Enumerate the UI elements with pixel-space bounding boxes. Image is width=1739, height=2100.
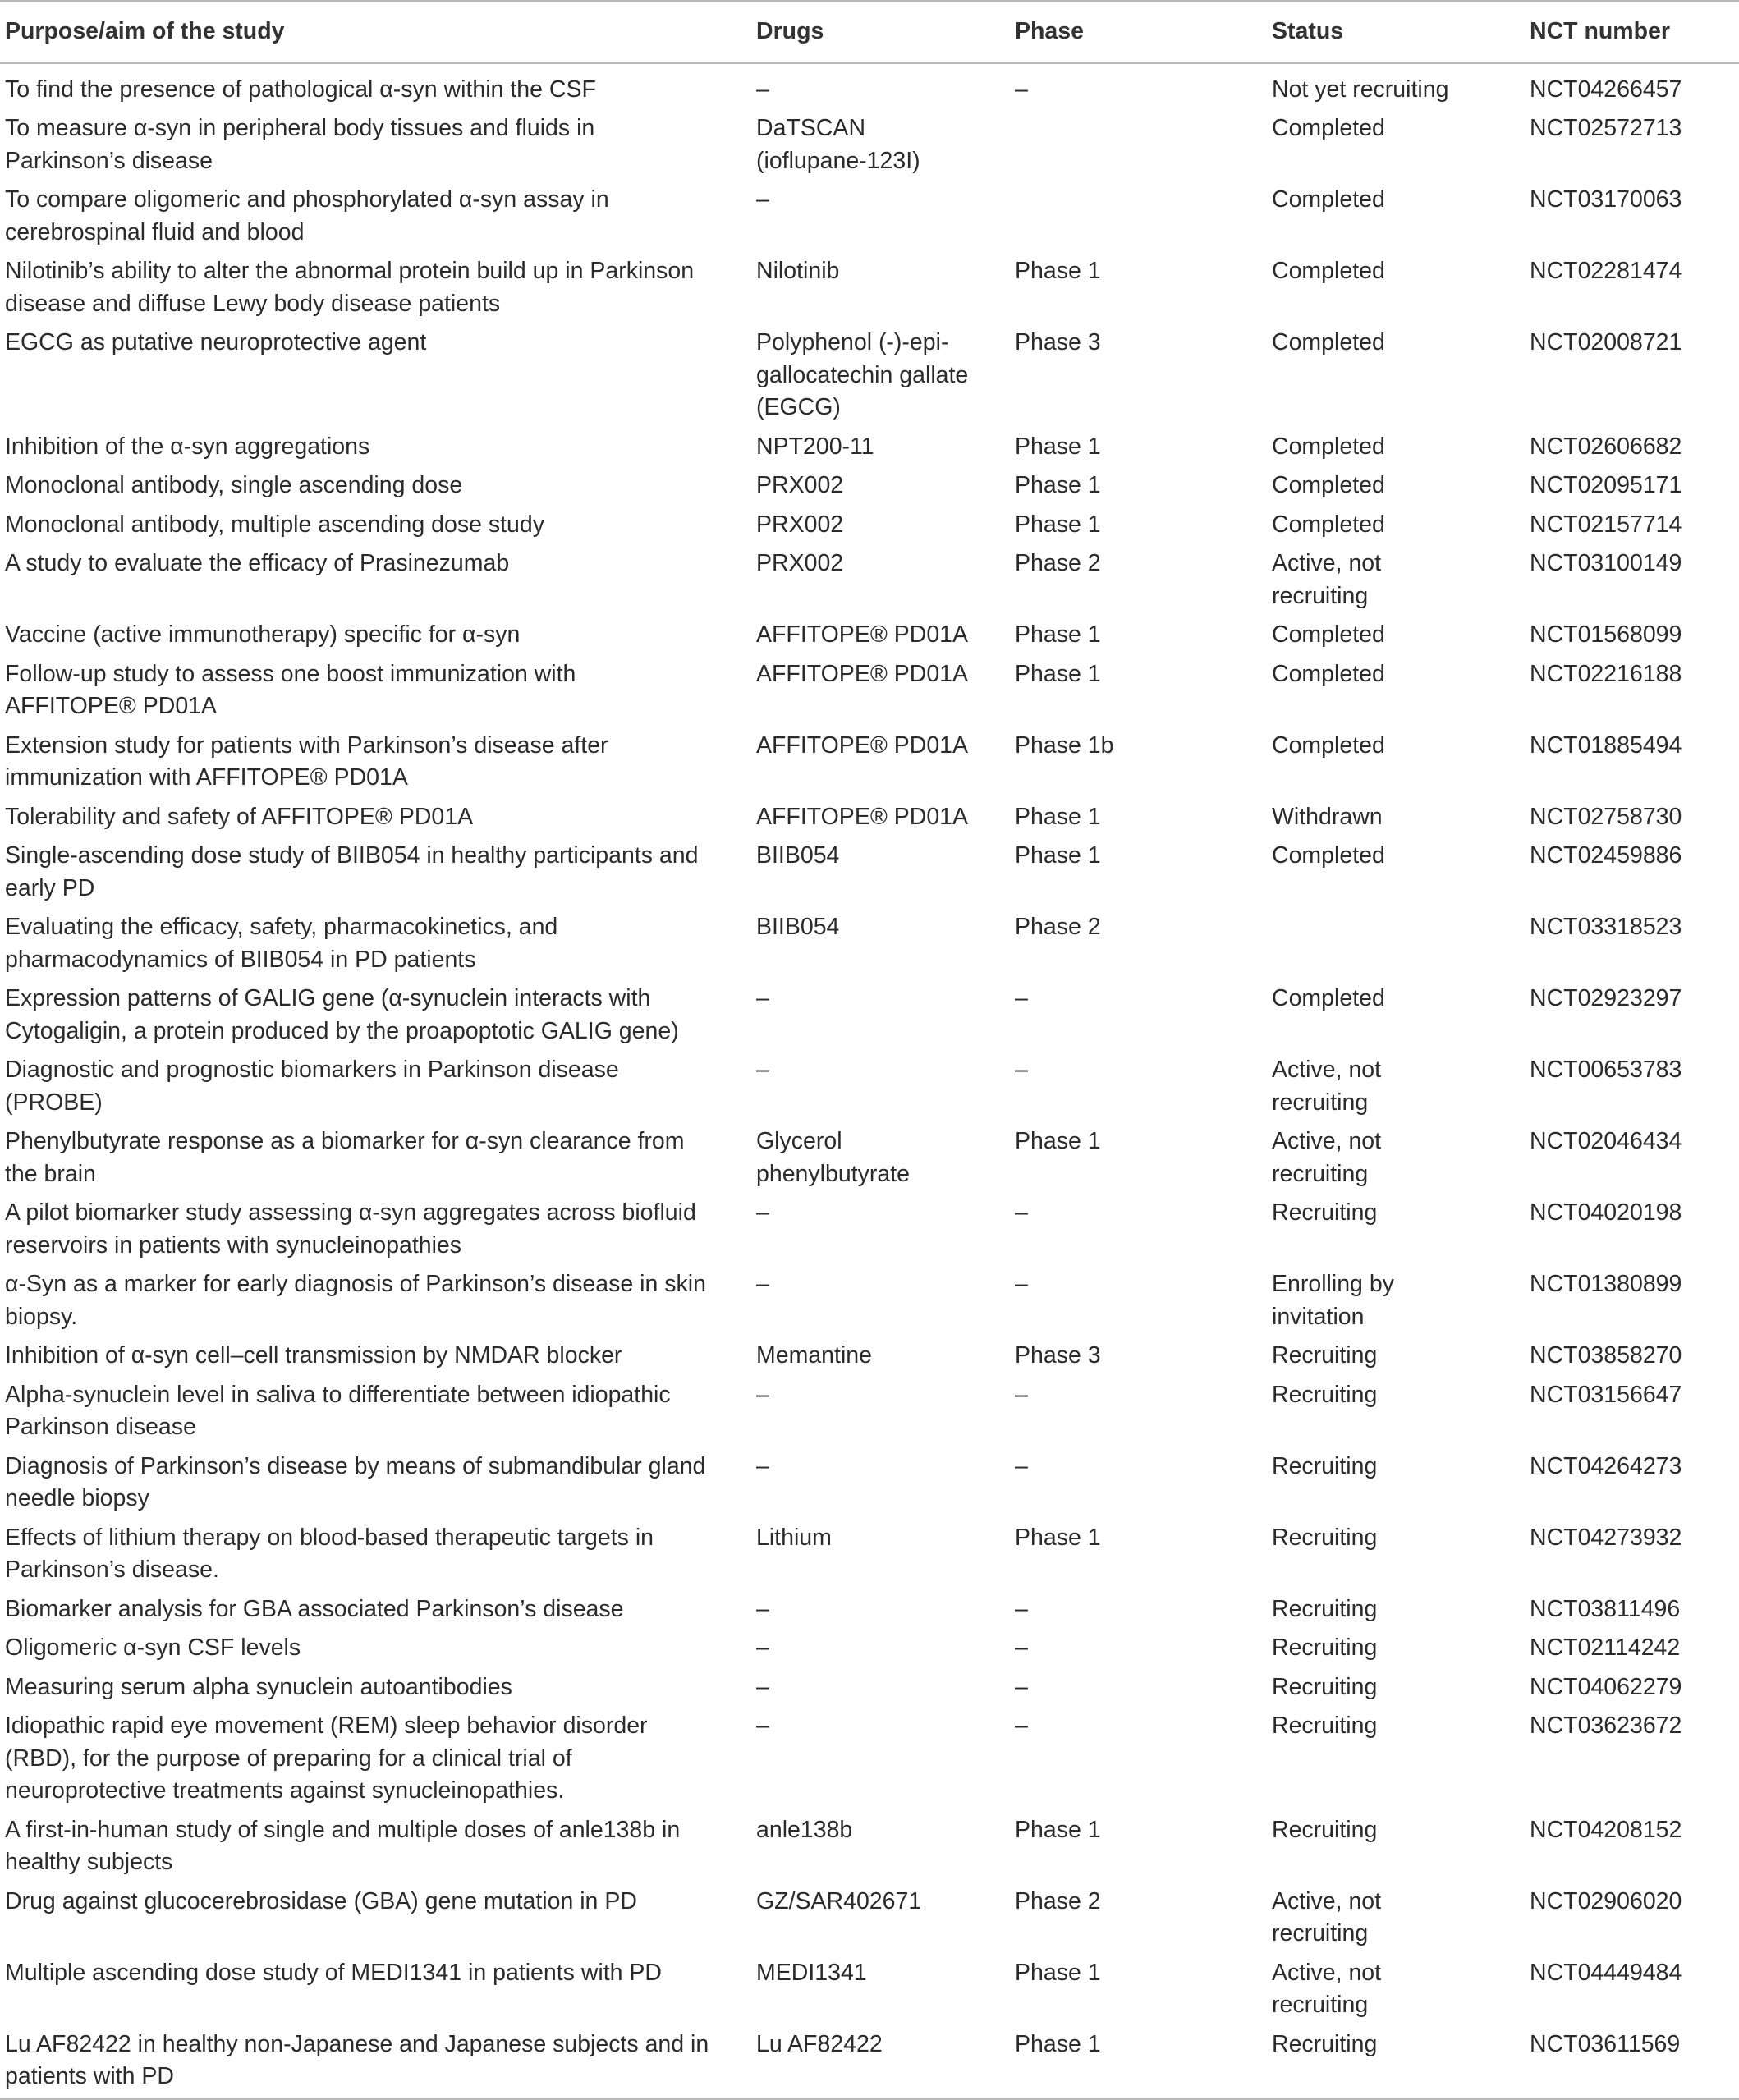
cell-nct: NCT02923297 bbox=[1530, 985, 1682, 1011]
cell-drugs: BIIB054 bbox=[756, 914, 840, 940]
cell-phase: Phase 1 bbox=[1015, 258, 1101, 284]
table-row bbox=[0, 1954, 1739, 2025]
cell-nct: NCT02572713 bbox=[1530, 115, 1682, 141]
cell-phase: – bbox=[1015, 1452, 1028, 1479]
cell-status: Recruiting bbox=[1272, 1635, 1378, 1661]
cell-status: Active, not recruiting bbox=[1272, 1887, 1382, 1946]
cell-nct: NCT01568099 bbox=[1530, 621, 1682, 648]
table-row bbox=[0, 1707, 1739, 1811]
cell-status: Recruiting bbox=[1272, 1452, 1378, 1479]
cell-nct: NCT03811496 bbox=[1530, 1595, 1681, 1622]
cell-drugs: GZ/SAR402671 bbox=[756, 1887, 922, 1914]
cell-purpose: Inhibition of α-syn cell–cell transmission by NMDAR blocker bbox=[5, 1342, 622, 1369]
cell-phase: – bbox=[1015, 76, 1028, 103]
cell-status: Recruiting bbox=[1272, 1595, 1378, 1622]
header-row bbox=[0, 1, 1739, 63]
table-row bbox=[0, 181, 1739, 252]
cell-drugs: – bbox=[756, 1057, 769, 1083]
cell-purpose: To compare oligomeric and phosphorylated α-syn assay in cerebrospinal fluid and blood bbox=[5, 186, 609, 245]
header-status: Status bbox=[1267, 1, 1525, 63]
table-row bbox=[0, 466, 1739, 506]
cell-status: Completed bbox=[1272, 660, 1385, 687]
cell-purpose: Oligomeric α-syn CSF levels bbox=[5, 1635, 301, 1661]
cell-status: Active, not recruiting bbox=[1272, 550, 1382, 609]
cell-phase: Phase 1 bbox=[1015, 621, 1101, 648]
cell-purpose: α-Syn as a marker for early diagnosis of Parkinson’s disease in skin biopsy. bbox=[5, 1271, 706, 1330]
cell-nct: NCT04273932 bbox=[1530, 1524, 1682, 1551]
cell-status: Recruiting bbox=[1272, 1673, 1378, 1700]
cell-phase: – bbox=[1015, 1595, 1028, 1622]
cell-purpose: Nilotinib’s ability to alter the abnormal protein build up in Parkinson disease and diffuse Lewy body disease patients bbox=[5, 258, 695, 317]
cell-drugs: – bbox=[756, 1452, 769, 1479]
cell-nct: NCT02758730 bbox=[1530, 803, 1682, 830]
table-row bbox=[0, 1590, 1739, 1630]
cell-nct: NCT04449484 bbox=[1530, 1959, 1682, 1986]
table-row bbox=[0, 616, 1739, 655]
cell-drugs: – bbox=[756, 1199, 769, 1226]
cell-phase: – bbox=[1015, 1199, 1028, 1226]
cell-status: Not yet recruiting bbox=[1272, 76, 1449, 103]
table-row bbox=[0, 908, 1739, 979]
cell-drugs: BIIB054 bbox=[756, 842, 840, 869]
cell-phase: – bbox=[1015, 1271, 1028, 1297]
cell-phase bbox=[1010, 181, 1267, 252]
cell-phase: – bbox=[1015, 985, 1028, 1011]
cell-purpose: Measuring serum alpha synuclein autoantibodies bbox=[5, 1673, 512, 1700]
cell-drugs: – bbox=[756, 1673, 769, 1700]
cell-nct: NCT02906020 bbox=[1530, 1887, 1682, 1914]
cell-drugs: – bbox=[756, 1381, 769, 1408]
table-row bbox=[0, 323, 1739, 428]
cell-phase: Phase 1 bbox=[1015, 433, 1101, 460]
table-row bbox=[0, 1051, 1739, 1122]
cell-status: Completed bbox=[1272, 731, 1385, 759]
cell-nct: NCT02216188 bbox=[1530, 660, 1682, 687]
table-row bbox=[0, 506, 1739, 545]
cell-nct: NCT03318523 bbox=[1530, 914, 1682, 940]
cell-phase: – bbox=[1015, 1635, 1028, 1661]
cell-status: Completed bbox=[1272, 186, 1385, 213]
cell-drugs: – bbox=[756, 985, 769, 1011]
cell-status: Recruiting bbox=[1272, 1524, 1378, 1551]
table-row bbox=[0, 979, 1739, 1051]
cell-status: Recruiting bbox=[1272, 1342, 1378, 1369]
cell-status: Completed bbox=[1272, 433, 1385, 460]
cell-purpose: Tolerability and safety of AFFITOPE® PD01A bbox=[5, 803, 474, 830]
cell-drugs: – bbox=[756, 76, 769, 103]
cell-drugs: AFFITOPE® PD01A bbox=[756, 803, 969, 830]
cell-drugs: Memantine bbox=[756, 1342, 872, 1369]
cell-status: Recruiting bbox=[1272, 1199, 1378, 1226]
cell-phase: Phase 1 bbox=[1015, 472, 1101, 498]
cell-nct: NCT02095171 bbox=[1530, 472, 1682, 498]
cell-purpose: To find the presence of pathological α-syn within the CSF bbox=[5, 76, 596, 103]
cell-status: Recruiting bbox=[1272, 1816, 1378, 1843]
cell-drugs: AFFITOPE® PD01A bbox=[756, 731, 969, 759]
cell-nct: NCT04020198 bbox=[1530, 1199, 1682, 1226]
cell-drugs: Nilotinib bbox=[756, 258, 840, 284]
table-row bbox=[0, 727, 1739, 798]
cell-nct: NCT03170063 bbox=[1530, 186, 1682, 213]
cell-phase: Phase 2 bbox=[1015, 914, 1101, 940]
table-row bbox=[0, 63, 1739, 110]
cell-phase: Phase 3 bbox=[1015, 1342, 1101, 1369]
cell-nct: NCT01885494 bbox=[1530, 731, 1682, 759]
cell-phase: Phase 1 bbox=[1010, 2025, 1267, 2099]
cell-purpose: Follow-up study to assess one boost immunization with AFFITOPE® PD01A bbox=[5, 660, 576, 719]
table-row bbox=[0, 1265, 1739, 1337]
cell-status bbox=[1267, 908, 1525, 979]
cell-drugs: – bbox=[756, 186, 769, 213]
cell-purpose: Alpha-synuclein level in saliva to differentiate between idiopathic Parkinson disease bbox=[5, 1381, 671, 1440]
cell-phase: Phase 1 bbox=[1015, 660, 1101, 687]
cell-drugs: Lu AF82422 bbox=[751, 2025, 1010, 2099]
cell-status: Recruiting bbox=[1272, 1713, 1378, 1739]
cell-nct: NCT04208152 bbox=[1530, 1816, 1682, 1843]
cell-drugs: – bbox=[756, 1271, 769, 1297]
cell-status: Completed bbox=[1272, 258, 1385, 284]
cell-phase: Phase 1 bbox=[1015, 511, 1101, 538]
cell-drugs: – bbox=[756, 1595, 769, 1622]
cell-purpose: Monoclonal antibody, single ascending dose bbox=[5, 472, 463, 498]
cell-nct: NCT02459886 bbox=[1530, 842, 1682, 869]
cell-purpose: A study to evaluate the efficacy of Prasinezumab bbox=[5, 550, 510, 576]
cell-purpose: Drug against glucocerebrosidase (GBA) gene mutation in PD bbox=[5, 1887, 637, 1914]
cell-status: Enrolling by invitation bbox=[1272, 1271, 1394, 1330]
table-row bbox=[0, 655, 1739, 727]
cell-drugs: Polyphenol (-)-epi-gallocatechin gallate (EGCG) bbox=[756, 329, 969, 420]
cell-drugs: – bbox=[756, 1713, 769, 1739]
cell-purpose: Monoclonal antibody, multiple ascending dose study bbox=[5, 511, 544, 538]
table-header bbox=[0, 1, 1739, 63]
cell-purpose: Multiple ascending dose study of MEDI1341 in patients with PD bbox=[5, 1959, 663, 1986]
cell-phase: Phase 1 bbox=[1015, 1524, 1101, 1551]
cell-purpose: Inhibition of the α-syn aggregations bbox=[5, 433, 370, 460]
header-nct: NCT number bbox=[1525, 1, 1739, 63]
cell-nct: NCT02046434 bbox=[1530, 1128, 1682, 1154]
cell-drugs: MEDI1341 bbox=[756, 1959, 867, 1986]
cell-phase bbox=[1010, 109, 1267, 181]
cell-drugs: DaTSCAN (ioflupane-123I) bbox=[756, 115, 920, 174]
cell-phase: Phase 1 bbox=[1015, 1816, 1101, 1843]
cell-phase: Phase 1 bbox=[1015, 1959, 1101, 1986]
cell-drugs: – bbox=[756, 1635, 769, 1661]
table-row bbox=[0, 1337, 1739, 1376]
cell-status: Completed bbox=[1272, 472, 1385, 498]
cell-drugs: PRX002 bbox=[756, 472, 844, 498]
cell-status: Completed bbox=[1272, 329, 1385, 355]
cell-phase: Phase 2 bbox=[1015, 550, 1101, 576]
cell-purpose: Biomarker analysis for GBA associated Parkinson’s disease bbox=[5, 1595, 624, 1622]
cell-phase: – bbox=[1015, 1713, 1028, 1739]
table-row bbox=[0, 428, 1739, 467]
cell-nct: NCT01380899 bbox=[1530, 1271, 1682, 1297]
cell-nct: NCT02281474 bbox=[1530, 258, 1682, 284]
cell-purpose: Lu AF82422 in healthy non-Japanese and Japanese subjects and in patients with PD bbox=[0, 2025, 751, 2099]
table-row bbox=[0, 1629, 1739, 1668]
cell-phase: – bbox=[1015, 1057, 1028, 1083]
cell-drugs: NPT200-11 bbox=[756, 433, 874, 460]
cell-purpose: A first-in-human study of single and multiple doses of anle138b in healthy subjects bbox=[5, 1816, 681, 1875]
cell-status: Withdrawn bbox=[1272, 803, 1383, 830]
cell-nct: NCT04266457 bbox=[1530, 76, 1682, 103]
header-phase: Phase bbox=[1010, 1, 1267, 63]
cell-purpose: Expression patterns of GALIG gene (α-synuclein interacts with Cytogaligin, a protein produced by the proapoptotic GALIG gene) bbox=[5, 985, 679, 1044]
cell-nct: NCT00653783 bbox=[1530, 1057, 1682, 1083]
cell-nct: NCT03858270 bbox=[1530, 1342, 1682, 1369]
cell-status: Completed bbox=[1272, 511, 1385, 538]
table-row bbox=[0, 798, 1739, 837]
cell-status: Active, not recruiting bbox=[1272, 1057, 1382, 1116]
cell-status: Completed bbox=[1272, 842, 1385, 869]
cell-phase: Phase 2 bbox=[1015, 1887, 1101, 1914]
cell-phase: Phase 1 bbox=[1015, 1128, 1101, 1154]
cell-nct: NCT02606682 bbox=[1530, 433, 1682, 460]
cell-status: Recruiting bbox=[1267, 2025, 1525, 2099]
cell-purpose: Single-ascending dose study of BIIB054 in healthy participants and early PD bbox=[5, 842, 699, 901]
cell-phase: Phase 1b bbox=[1015, 731, 1114, 759]
cell-purpose: Idiopathic rapid eye movement (REM) sleep behavior disorder (RBD), for the purpose of preparing for a clinical trial of neuroprotective treatments against synucleinopathies. bbox=[5, 1713, 648, 1804]
cell-drugs: PRX002 bbox=[756, 550, 844, 576]
cell-nct: NCT02114242 bbox=[1530, 1635, 1681, 1661]
header-purpose: Purpose/aim of the study bbox=[0, 1, 751, 63]
cell-nct: NCT02157714 bbox=[1530, 511, 1682, 538]
cell-purpose: Evaluating the efficacy, safety, pharmacokinetics, and pharmacodynamics of BIIB054 in PD patients bbox=[5, 914, 558, 973]
cell-drugs: Lithium bbox=[756, 1524, 832, 1551]
cell-purpose: Effects of lithium therapy on blood-based therapeutic targets in Parkinson’s disease. bbox=[5, 1524, 654, 1583]
cell-phase: – bbox=[1015, 1673, 1028, 1700]
cell-purpose: EGCG as putative neuroprotective agent bbox=[5, 329, 427, 355]
table-body bbox=[0, 63, 1739, 2099]
cell-purpose: Phenylbutyrate response as a biomarker for α-syn clearance from the brain bbox=[5, 1128, 685, 1187]
cell-purpose: A pilot biomarker study assessing α-syn aggregates across biofluid reservoirs in patients with synucleinopathies bbox=[5, 1199, 696, 1259]
cell-phase: Phase 1 bbox=[1015, 803, 1101, 830]
cell-status: Recruiting bbox=[1272, 1381, 1378, 1408]
table-row bbox=[0, 1811, 1739, 1882]
cell-drugs: anle138b bbox=[756, 1816, 853, 1843]
cell-nct: NCT04062279 bbox=[1530, 1673, 1682, 1700]
cell-nct: NCT02008721 bbox=[1530, 329, 1682, 355]
table-row bbox=[0, 109, 1739, 181]
cell-status: Active, not recruiting bbox=[1272, 1128, 1382, 1187]
cell-status: Completed bbox=[1272, 115, 1385, 141]
cell-purpose: To measure α-syn in peripheral body tissues and fluids in Parkinson’s disease bbox=[5, 115, 595, 174]
table-row bbox=[0, 2025, 1739, 2099]
header-drugs: Drugs bbox=[751, 1, 1010, 63]
table-row bbox=[0, 1447, 1739, 1519]
table-row bbox=[0, 1194, 1739, 1265]
cell-nct: NCT03623672 bbox=[1530, 1713, 1682, 1739]
cell-phase: – bbox=[1015, 1381, 1028, 1408]
cell-nct: NCT03100149 bbox=[1530, 550, 1682, 576]
table-row bbox=[0, 837, 1739, 908]
cell-drugs: AFFITOPE® PD01A bbox=[756, 660, 969, 687]
table-row bbox=[0, 1376, 1739, 1447]
cell-status: Active, not recruiting bbox=[1272, 1959, 1382, 2018]
cell-phase: Phase 3 bbox=[1015, 329, 1101, 355]
cell-drugs: AFFITOPE® PD01A bbox=[756, 621, 969, 648]
cell-nct: NCT04264273 bbox=[1530, 1452, 1682, 1479]
cell-purpose: Diagnostic and prognostic biomarkers in Parkinson disease (PROBE) bbox=[5, 1057, 619, 1116]
table-row bbox=[0, 1122, 1739, 1194]
cell-status: Completed bbox=[1272, 985, 1385, 1011]
cell-nct: NCT03611569 bbox=[1525, 2025, 1739, 2099]
cell-purpose: Extension study for patients with Parkinson’s disease after immunization with AFFITOPE® PD01A bbox=[5, 731, 608, 791]
table-row bbox=[0, 1519, 1739, 1590]
table-row bbox=[0, 252, 1739, 323]
cell-phase: Phase 1 bbox=[1015, 842, 1101, 869]
cell-nct: NCT03156647 bbox=[1530, 1381, 1682, 1408]
cell-drugs: Glycerol phenylbutyrate bbox=[756, 1128, 910, 1187]
cell-purpose: Diagnosis of Parkinson’s disease by means of submandibular gland needle biopsy bbox=[5, 1452, 706, 1511]
cell-purpose: Vaccine (active immunotherapy) specific for α-syn bbox=[5, 621, 521, 648]
cell-status: Completed bbox=[1272, 621, 1385, 648]
table-row bbox=[0, 1882, 1739, 1954]
table-row bbox=[0, 544, 1739, 616]
cell-drugs: PRX002 bbox=[756, 511, 844, 538]
table-row bbox=[0, 1668, 1739, 1708]
